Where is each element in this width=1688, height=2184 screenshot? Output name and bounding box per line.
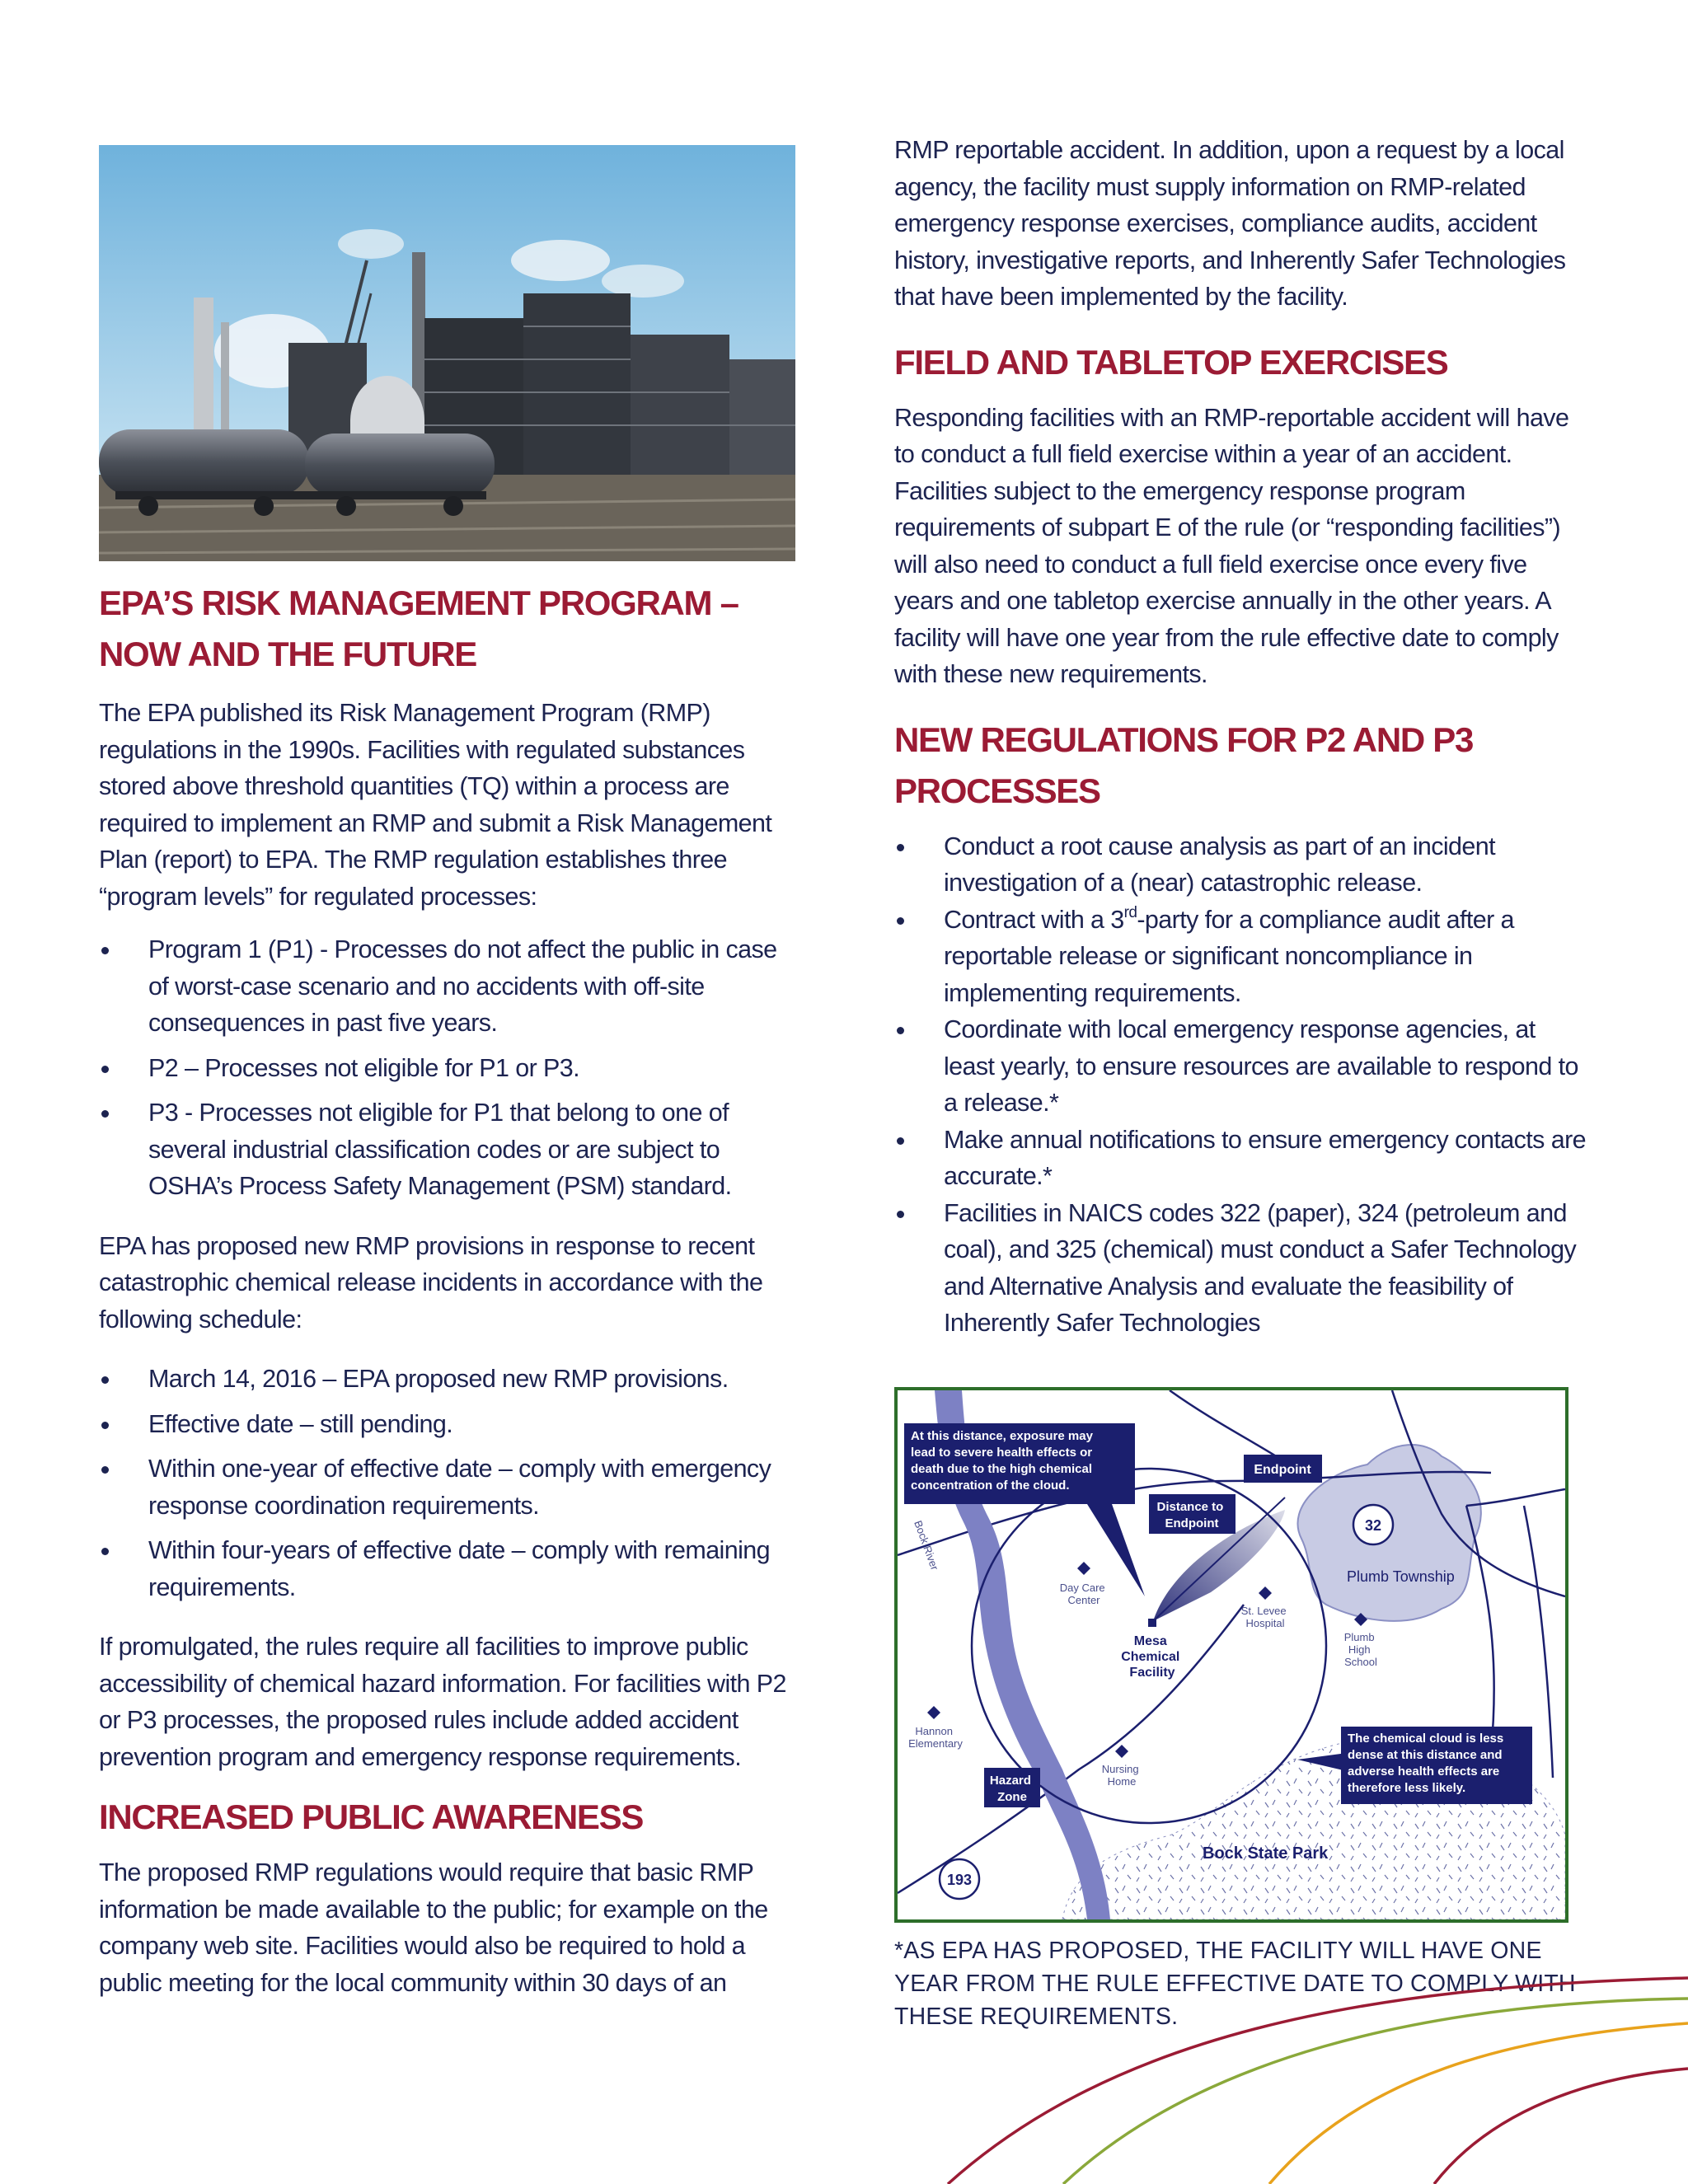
heading-public-awareness: INCREASED PUBLIC AWARENESS [99, 1797, 644, 1836]
promulgated-paragraph: If promulgated, the rules require all facilities to improve public accessibility of chemical hazard information. For facilities with P2 or P3 processes, the proposed rules include added accident prevention program and emergency response requirements. [99, 1633, 786, 1771]
plumb-school-label: Plumb High School [1343, 1631, 1377, 1668]
hazard-zone-label: Hazard Zone [989, 1774, 1031, 1804]
heading-new-regulations: NEW REGULATIONS FOR P2 AND P3 PROCESSES [894, 719, 1474, 810]
day-care-label: Day Care Center [1059, 1582, 1105, 1606]
list-item: Coordinate with local emergency response agencies, at least yearly, to ensure resources are available to respond to a release.* [894, 1011, 1591, 1122]
hannon-label: Hannon Elementary [908, 1725, 963, 1750]
heading-field-tabletop: FIELD AND TABLETOP EXERCISES [894, 342, 1448, 382]
bock-river-label: Bock River [912, 1518, 941, 1572]
intro-paragraph: The EPA published its Risk Management Program (RMP) regulations in the 1990s. Facilities with regulated substances stored above threshold quantities (TQ) within a process are required to implement an RMP and submit a Risk Management Plan (report) to EPA. The RMP regulation establishes three “program levels” for regulated processes: [99, 699, 772, 911]
list-item: Within one-year of effective date – comply with emergency response coordination requirements. [99, 1451, 799, 1524]
list-item: Effective date – still pending. [99, 1406, 799, 1443]
heading-rmp-now-and-future: EPA’S RISK MANAGEMENT PROGRAM – NOW AND THE FUTURE [99, 583, 738, 673]
endpoint-label: Endpoint [1254, 1463, 1311, 1477]
list-item: P3 - Processes not eligible for P1 that belong to one of several industrial classification codes or are subject to OSHA’s Process Safety Management (PSM) standard. [99, 1094, 799, 1205]
list-item: Make annual notifications to ensure emergency contacts are accurate.* [894, 1122, 1591, 1195]
route-32-label: 32 [1364, 1517, 1382, 1534]
distance-label: Distance to Endpoint [1156, 1500, 1224, 1530]
map-caption: *AS EPA HAS PROPOSED, THE FACILITY WILL HAVE ONE YEAR FROM THE RULE EFFECTIVE DATE TO COMPLY WITH THESE REQUIREMENTS. [894, 1938, 1576, 2030]
list-item: P2 – Processes not eligible for P1 or P3. [99, 1050, 799, 1087]
route-193-label: 193 [946, 1872, 973, 1888]
callout-exposure-text: At this distance, exposure may lead to severe health effects or death due to the high chemical concentration of the cloud. [911, 1429, 1093, 1493]
bock-state-park-label: Bock State Park [1203, 1844, 1329, 1863]
continued-paragraph: RMP reportable accident. In addition, upon a request by a local agency, the facility must supply information on RMP-related emergency response exercises, compliance audits, accident history, investigative reports, and Inherently Safer Technologies that have been implemented by the facility. [894, 136, 1566, 311]
list-item: Facilities in NAICS codes 322 (paper), 324 (petroleum and coal), and 325 (chemical) must conduct a Safer Technology and Alternative Analysis and evaluate the feasibility of Inherently Safer Technologies [894, 1195, 1591, 1342]
list-item: Conduct a root cause analysis as part of an incident investigation of a (near) catastrophic release. [894, 828, 1591, 902]
list-item: Within four-years of effective date – comply with remaining requirements. [99, 1532, 799, 1605]
exercises-paragraph: Responding facilities with an RMP-reportable accident will have to conduct a full field exercise within a year of an accident. Facilities subject to the emergency response program requirements of subpart E of the rule (or “responding facilities”) will also need to conduct a full field exercise once every five years and one tabletop exercise annually in the other years. A facility will have one year from the rule effective date to comply with these new requirements. [894, 403, 1569, 688]
public-awareness-paragraph: The proposed RMP regulations would require that basic RMP information be made available to the public; for example on the company web site. Facilities would also be required to hold a public meeting for the local community within 30 days of an [99, 1858, 768, 1997]
hospital-label: St. Levee Hospital [1240, 1605, 1287, 1629]
list-item: March 14, 2016 – EPA proposed new RMP provisions. [99, 1361, 799, 1398]
nursing-home-label: Nursing Home [1101, 1763, 1139, 1788]
mesa-facility-label: Mesa Chemical Facility [1121, 1634, 1180, 1680]
proposal-paragraph: EPA has proposed new RMP provisions in response to recent catastrophic chemical release incidents in accordance with the following schedule: [99, 1231, 763, 1333]
plumb-township-label: Plumb Township [1347, 1568, 1455, 1585]
list-item: Contract with a 3rd-party for a compliance audit after a reportable release or significant noncompliance in implementing requirements. [894, 902, 1591, 1012]
list-item: Program 1 (P1) - Processes do not affect the public in case of worst-case scenario and no accidents with off-site consequences in past five years. [99, 931, 799, 1042]
callout-cloud-text: The chemical cloud is less dense at this distance and adverse health effects are therefore less likely. [1348, 1732, 1504, 1795]
